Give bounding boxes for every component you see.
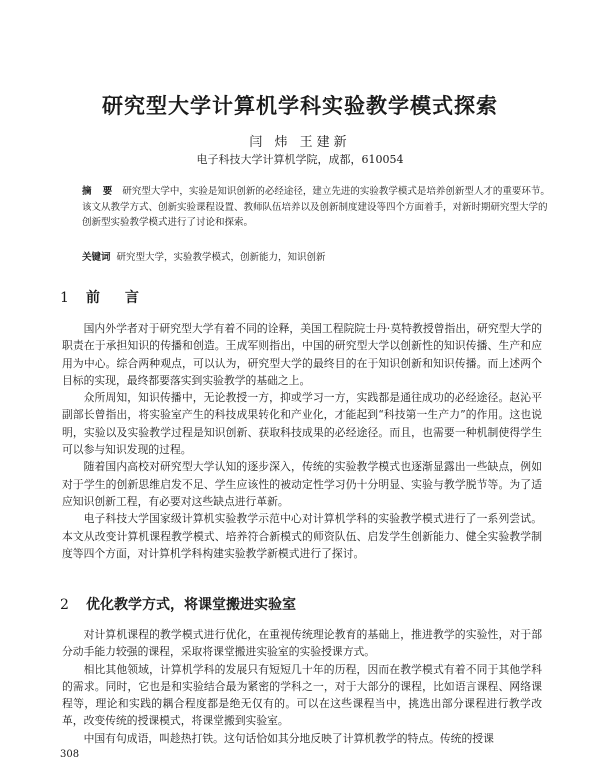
paragraph: 中国有句成语，叫趁热打铁。这句话恰如其分地反映了计算机教学的特点。传统的授课	[83, 731, 494, 745]
keywords-block	[82, 250, 552, 265]
section-title-text: 优化教学方式，将课堂搬进实验室	[86, 597, 296, 613]
abstract-block	[82, 184, 552, 231]
section-body-introduction	[62, 320, 542, 562]
section-number: 2	[60, 597, 69, 613]
page-number: 308	[60, 749, 80, 760]
paragraph: 对计算机课程的教学模式进行优化，在重视传统理论教育的基础上，推进教学的实验性，对于部分动手能力较强的课程，采取将课堂搬进实验室的实验授课方式。	[62, 628, 542, 659]
keywords-label: 关键词	[82, 252, 111, 263]
section-heading-introduction	[60, 287, 149, 307]
section-body-teaching-methods	[62, 626, 542, 747]
paper-title: 研究型大学计算机学科实验教学模式探索	[102, 94, 498, 118]
paragraph: 相比其他领域，计算机学科的发展只有短短几十年的历程，因而在教学模式有着不同于其他学科的需求。同时，它也是和实验结合最为紧密的学科之一，对于大部分的课程，比如语言课程、网络课程等，理论和实践的耦合程度都是绝无仅有的。可以在这些课程当中，挑选出部分课程进行教学改革，改变传统的授课模式，将课堂搬到实验室。	[62, 662, 542, 728]
section-heading-teaching-methods	[60, 594, 296, 614]
author-names: 闫 炜 王建新	[249, 135, 351, 150]
abstract-label: 摘 要	[82, 186, 117, 197]
paragraph: 随着国内高校对研究型大学认知的逐步深入，传统的实验教学模式也逐渐显露出一些缺点，例如对于学生的创新思维启发不足、学生应该性的被动定性学习仍十分明显、实验与教学脱节等。为了适应知识创新工程，有必要对这些缺点进行革新。	[62, 460, 542, 508]
paragraph: 国内外学者对于研究型大学有着不同的诠释，美国工程院院士丹·莫特教授曾指出，研究型大学的职责在于承担知识的传播和创造。王成军则指出，中国的研究型大学以创新性的知识传播、生产和应用为中心。综合两种观点，可以认为，研究型大学的最终目的在于知识创新和知识传播。而上述两个目标的实现，最终都要落实到实验教学的基础之上。	[62, 322, 542, 387]
section-title-text: 前 言	[86, 290, 149, 306]
author-affiliation: 电子科技大学计算机学院，成都，610054	[196, 153, 404, 166]
section-number: 1	[60, 290, 69, 306]
paragraph: 电子科技大学国家级计算机实验教学示范中心对计算机学科的实验教学模式进行了一系列尝试。本文从改变计算机课程教学模式、培养符合新模式的师资队伍、启发学生创新能力、健全实验教学制度等四个方面，对计算机学科构建实验教学新模式进行了探讨。	[62, 512, 542, 560]
paragraph: 众所周知，知识传播中，无论教授一方，抑或学习一方，实践都是通往成功的必经途径。赵沁平副部长曾指出，将实验室产生的科技成果转化和产业化，才能起到“科技第一生产力”的作用。这也说明，实验以及实验教学过程是知识创新、获取科技成果的必经途径。而且，也需要一种机制使得学生可以参与知识发现的过程。	[62, 391, 542, 457]
abstract-text: 研究型大学中，实验是知识创新的必经途径，建立先进的实验教学模式是培养创新型人才的重要环节。该文从教学方式、创新实验课程设置、教师队伍培养以及创新制度建设等四个方面着手，对新时期研究型大学的创新型实验教学模式进行了讨论和探索。	[82, 186, 550, 228]
keywords-text: 研究型大学，实验教学模式，创新能力，知识创新	[116, 252, 326, 263]
